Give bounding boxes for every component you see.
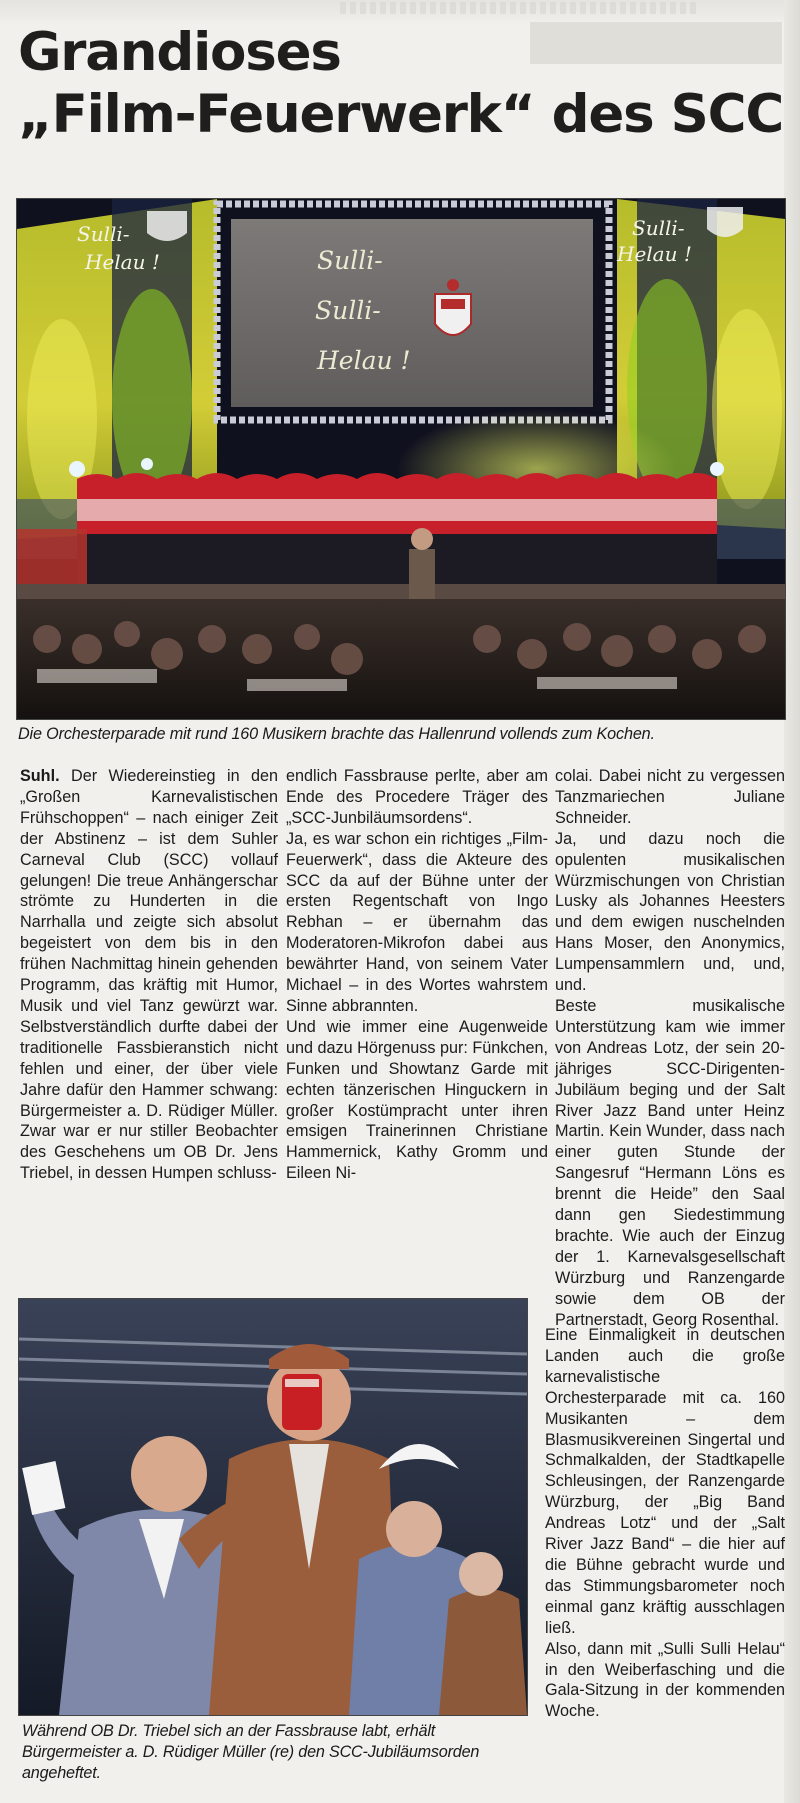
article-column-1 — [20, 766, 278, 1184]
headline-line-1: Grandioses — [18, 22, 341, 83]
banner-crest-left-icon — [147, 211, 187, 241]
audience-area — [17, 599, 785, 719]
banner-left-text-1: Sulli- — [77, 222, 130, 246]
article-headline — [18, 22, 788, 146]
column2-paragraph: Und wie immer eine Augenweide und dazu Hörgenuss pur: Fünkchen, Funken und Showtanz Garde mit echten tänzerischen Hinguckern in großer Kostümpracht unter ihren emsigen Trainerinnen Christiane Hammernick, Kathy Gromm und Eileen Ni- — [286, 1017, 548, 1183]
column1-text: Der Wiedereinstieg in den „Großen Karnevalistischen Frühschoppen“ – nach einiger Zeit der Abstinenz – ist dem Suhler Carneval Club (SCC) vollauf gelungen! Die treue Anhängerschar strömte zu Hunderten in die Narrhalla und zeigte sich absolut begeistert von dem bis in den frühen Nachmittag hinein gehenden Programm, das kräftig mit Humor, Musik und viel Tanz gewürzt war. Selbstverständlich durfte dabei der traditionelle Fassbieranstich nicht fehlen und einer, der über viele Jahre dafür den Hammer schwang: Bürgermeister a. D. Rüdiger Müller. Zwar war er nur stiller Beobachter des Geschehens um OB Dr. Jens Triebel, in dessen Humpen schluss- — [20, 767, 278, 1183]
banner-right-text-2: Helau ! — [617, 242, 692, 266]
screen-text-3: Helau ! — [317, 346, 411, 375]
column3-paragraph: Beste musikalische Unterstützung kam wie immer von Andreas Lotz, der sein 20-jähriges SCC-Dirigenten-Jubiläum beging und der Salt River Jazz Band unter Heinz Martin. Kein Wunder, dass nach einer guten Stunde der Sangesruf “Hermann Löns es brennt die Heide” den Saal dann gen Siedestimmung brachte. Wie auch der Einzug der 1. Karnevalsgesellschaft Würzburg und Ranzengarde sowie dem OB der Partnerstadt, Georg Rosenthal. — [555, 996, 785, 1329]
article-column-2 — [286, 766, 548, 1184]
article-column-3-continued — [545, 1325, 785, 1722]
column3-paragraph: Also, dann mit „Sulli Sulli Helau“ in den Weiberfasching und die Gala-Sitzung in der kommenden Woche. — [545, 1639, 785, 1721]
orchestra-stage-photo — [16, 198, 786, 720]
banner-left-text-2: Helau ! — [85, 250, 160, 274]
column2-paragraph: Ja, es war schon ein richtiges „Film-Feuerwerk“, dass die Akteure des SCC da auf der Bühne unter der ersten Regentschaft von Ingo Rebhan – er übernahm das Moderatoren-Mikrofon dabei aus bewährter Hand, von seinem Vater Michael – in des Wortes wahrstem Sinne abbrannten. — [286, 829, 548, 1015]
adjacent-page-bleed — [0, 0, 800, 22]
banner-right-text-1: Sulli- — [632, 216, 685, 240]
photo1-caption: Die Orchesterparade mit rund 160 Musikern brachte das Hallenrund vollends zum Kochen. — [18, 725, 655, 743]
headline-line-2: „Film-Feuerwerk“ des SCC — [18, 84, 784, 145]
page-edge — [784, 0, 800, 1803]
photo2-caption: Während OB Dr. Triebel sich an der Fassbrause labt, erhält Bürgermeister a. D. Rüdiger Müller (re) den SCC-Jubiläumsorden angeheftet. — [22, 1722, 480, 1782]
screen-text-2: Sulli- — [315, 296, 381, 325]
column2-paragraph: endlich Fassbrause perlte, aber am Ende des Procedere Träger des „SCC-Junbiläumsordens“. — [286, 767, 548, 827]
column3-paragraph: Eine Einmaligkeit in deutschen Landen auch die große karnevalistische Orchesterparade mit ca. 160 Musikanten – dem Blasmusikvereinen Singertal und Schmalkalden, der Stadtkapelle Schleusingen, der Ranzengarde Würzburg, der „Big Band Andreas Lotz“ und der „Salt River Jazz Band“ – die hier auf die Bühne gebracht wurde und das Stimmungsbarometer noch einmal ganz kräftig ausschlagen ließ. — [545, 1326, 785, 1637]
column3-paragraph: Ja, und dazu noch die opulenten musikalischen Würzmischungen von Christian Lusky als Johannes Heesters und dem ewigen nuschelnden Hans Moser, den Anonymics, Lumpensammlern und, und, und. — [555, 829, 785, 995]
screen-text-1: Sulli- — [317, 246, 383, 275]
fassbrause-photo — [18, 1298, 528, 1716]
dateline: Suhl. — [20, 767, 60, 785]
banner-crest-right-icon — [707, 207, 743, 237]
article-column-3 — [555, 766, 785, 1330]
column3-paragraph: colai. Dabei nicht zu vergessen Tanzmariechen Juliane Schneider. — [555, 767, 785, 827]
orchestra-musicians — [77, 473, 717, 584]
